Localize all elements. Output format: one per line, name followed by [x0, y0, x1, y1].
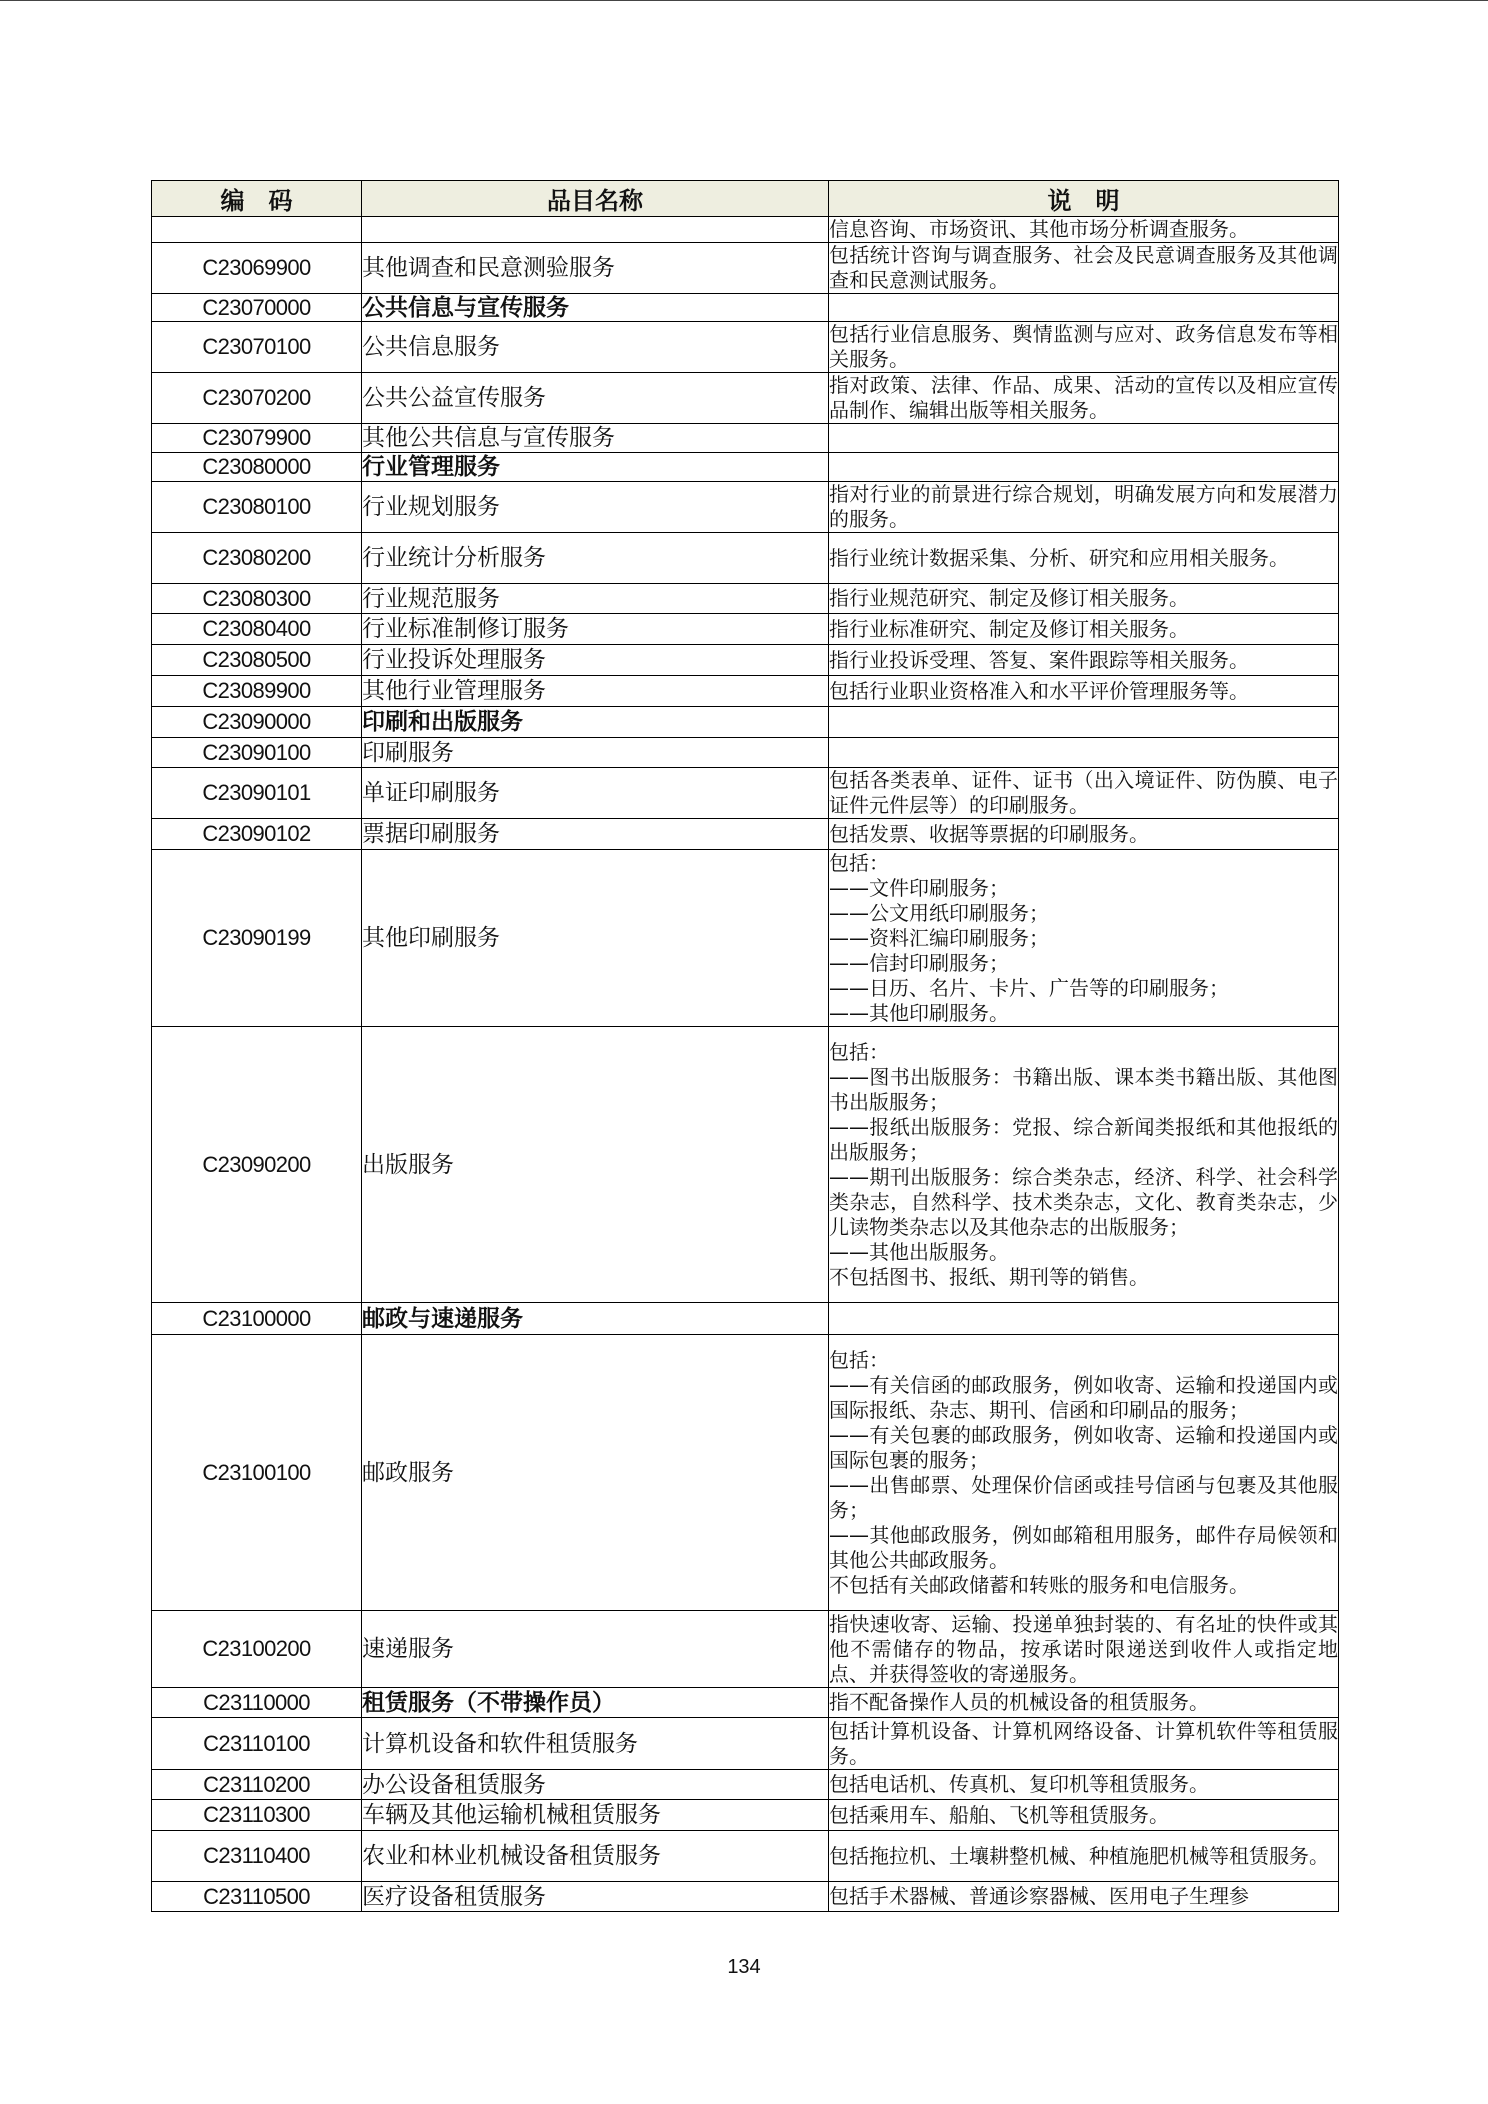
item-name: 其他调查和民意测验服务 [362, 243, 829, 294]
item-description [829, 819, 1339, 850]
item-code: C23080100 [152, 482, 362, 533]
table-row [152, 1882, 1339, 1912]
item-code: C23080300 [152, 584, 362, 614]
description-line: ——其他印刷服务。 [829, 1000, 1009, 1025]
table-row [152, 294, 1339, 322]
item-code: C23100100 [152, 1335, 362, 1611]
item-name: 印刷和出版服务 [362, 707, 829, 738]
description-line: ——出售邮票、处理保价信函或挂号信函与包裹及其他服务； [829, 1472, 1338, 1522]
description-line: 信息咨询、市场资讯、其他市场分析调查服务。 [829, 217, 1249, 241]
item-description [829, 1882, 1339, 1912]
description-line: 指对行业的前景进行综合规划，明确发展方向和发展潜力的服务。 [829, 482, 1338, 531]
description-line: 包括计算机设备、计算机网络设备、计算机软件等租赁服务。 [829, 1718, 1338, 1768]
item-code: C23089900 [152, 676, 362, 707]
table-row [152, 1027, 1339, 1303]
item-code: C23100000 [152, 1303, 362, 1335]
item-name: 车辆及其他运输机械租赁服务 [362, 1800, 829, 1831]
item-name: 公共信息服务 [362, 322, 829, 373]
item-name: 行业标准制修订服务 [362, 614, 829, 645]
table-body [152, 217, 1339, 1912]
page-number: 134 [727, 1956, 761, 1978]
table-row [152, 533, 1339, 584]
item-code: C23090102 [152, 819, 362, 850]
description-line: 包括拖拉机、土壤耕整机械、种植施肥机械等租赁服务。 [829, 1843, 1329, 1868]
item-code: C23070100 [152, 322, 362, 373]
table-row [152, 1770, 1339, 1800]
table-header-row [152, 181, 1339, 217]
top-border-line [0, 0, 1488, 1]
item-code: C23090200 [152, 1027, 362, 1303]
item-description [829, 243, 1339, 294]
description-line: 指行业规范研究、制定及修订相关服务。 [829, 586, 1189, 610]
table-row [152, 768, 1339, 819]
item-name: 出版服务 [362, 1027, 829, 1303]
item-name: 行业投诉处理服务 [362, 645, 829, 676]
description-line: 包括统计咨询与调查服务、社会及民意调查服务及其他调查和民意测试服务。 [829, 243, 1338, 292]
item-code: C23090100 [152, 738, 362, 768]
table-row [152, 217, 1339, 243]
item-name: 计算机设备和软件租赁服务 [362, 1718, 829, 1770]
item-code: C23110100 [152, 1718, 362, 1770]
item-name [362, 217, 829, 243]
description-line: 包括： [829, 850, 889, 875]
description-line: 包括行业信息服务、舆情监测与应对、政务信息发布等相关服务。 [829, 322, 1338, 371]
table-row [152, 373, 1339, 424]
item-name: 行业规范服务 [362, 584, 829, 614]
table-row [152, 1718, 1339, 1770]
header-code: 编 码 [152, 181, 362, 217]
item-name: 印刷服务 [362, 738, 829, 768]
item-description [829, 482, 1339, 533]
table-row [152, 322, 1339, 373]
description-line: ——日历、名片、卡片、广告等的印刷服务； [829, 975, 1229, 1000]
description-line: ——信封印刷服务； [829, 950, 1009, 975]
description-line: 不包括图书、报纸、期刊等的销售。 [829, 1264, 1149, 1289]
item-name: 其他行业管理服务 [362, 676, 829, 707]
item-code: C23070000 [152, 294, 362, 322]
item-description [829, 614, 1339, 645]
item-name: 行业管理服务 [362, 453, 829, 482]
item-name: 医疗设备租赁服务 [362, 1882, 829, 1912]
description-line: 指行业统计数据采集、分析、研究和应用相关服务。 [829, 545, 1289, 570]
description-line: 包括： [829, 1039, 889, 1064]
item-description [829, 676, 1339, 707]
item-description [829, 1027, 1339, 1303]
item-code: C23110200 [152, 1770, 362, 1800]
catalog-table [151, 180, 1339, 1912]
item-description [829, 1770, 1339, 1800]
item-description [829, 768, 1339, 819]
table-row [152, 1831, 1339, 1882]
item-code: C23070200 [152, 373, 362, 424]
table-row [152, 850, 1339, 1027]
description-line: ——其他出版服务。 [829, 1239, 1009, 1264]
item-description [829, 707, 1339, 738]
table-row [152, 584, 1339, 614]
item-description [829, 1831, 1339, 1882]
item-name: 租赁服务（不带操作员） [362, 1688, 829, 1718]
table-row [152, 614, 1339, 645]
description-line: 指对政策、法律、作品、成果、活动的宣传以及相应宣传品制作、编辑出版等相关服务。 [829, 373, 1338, 422]
item-name: 行业规划服务 [362, 482, 829, 533]
description-line: 不包括有关邮政储蓄和转账的服务和电信服务。 [829, 1572, 1249, 1597]
description-line: 包括各类表单、证件、证书（出入境证件、防伪膜、电子证件元件层等）的印刷服务。 [829, 768, 1338, 817]
table-row [152, 1303, 1339, 1335]
item-name: 其他公共信息与宣传服务 [362, 424, 829, 453]
item-code: C23110000 [152, 1688, 362, 1718]
table-row [152, 1688, 1339, 1718]
item-description [829, 373, 1339, 424]
item-code: C23069900 [152, 243, 362, 294]
description-line: 指不配备操作人员的机械设备的租赁服务。 [829, 1690, 1209, 1714]
description-line: ——有关信函的邮政服务，例如收寄、运输和投递国内或国际报纸、杂志、期刊、信函和印刷品的服务； [829, 1372, 1338, 1422]
item-code: C23110300 [152, 1800, 362, 1831]
description-line: ——图书出版服务：书籍出版、课本类书籍出版、其他图书出版服务； [829, 1064, 1338, 1114]
description-line: 包括： [829, 1347, 889, 1372]
item-description [829, 584, 1339, 614]
table-row [152, 243, 1339, 294]
item-description [829, 1800, 1339, 1831]
item-code: C23110400 [152, 1831, 362, 1882]
item-description [829, 738, 1339, 768]
table-row [152, 1611, 1339, 1688]
item-name: 邮政服务 [362, 1335, 829, 1611]
item-name: 速递服务 [362, 1611, 829, 1688]
item-code: C23080200 [152, 533, 362, 584]
item-code: C23090000 [152, 707, 362, 738]
description-line: 包括乘用车、船舶、飞机等租赁服务。 [829, 1802, 1169, 1827]
item-description [829, 850, 1339, 1027]
item-description [829, 1611, 1339, 1688]
item-code: C23090101 [152, 768, 362, 819]
description-line: ——其他邮政服务，例如邮箱租用服务，邮件存局候领和其他公共邮政服务。 [829, 1522, 1338, 1572]
table-row [152, 424, 1339, 453]
item-description [829, 294, 1339, 322]
description-line: 指行业投诉受理、答复、案件跟踪等相关服务。 [829, 647, 1249, 672]
description-line: ——文件印刷服务； [829, 875, 1009, 900]
item-description [829, 1303, 1339, 1335]
description-line: 包括发票、收据等票据的印刷服务。 [829, 821, 1149, 846]
item-name: 票据印刷服务 [362, 819, 829, 850]
table-row [152, 819, 1339, 850]
item-name: 公共信息与宣传服务 [362, 294, 829, 322]
item-description [829, 424, 1339, 453]
description-line: ——公文用纸印刷服务； [829, 900, 1049, 925]
description-line: 指行业标准研究、制定及修订相关服务。 [829, 616, 1189, 641]
table-row [152, 482, 1339, 533]
description-line: ——有关包裹的邮政服务，例如收寄、运输和投递国内或国际包裹的服务； [829, 1422, 1338, 1472]
item-code: C23100200 [152, 1611, 362, 1688]
description-line: 指快速收寄、运输、投递单独封装的、有名址的快件或其他不需储存的物品，按承诺时限递送到收件人或指定地点、并获得签收的寄递服务。 [829, 1611, 1338, 1686]
table-row [152, 1800, 1339, 1831]
description-line: ——报纸出版服务：党报、综合新闻类报纸和其他报纸的出版服务； [829, 1114, 1338, 1164]
description-line: 包括行业职业资格准入和水平评价管理服务等。 [829, 678, 1249, 703]
item-description [829, 453, 1339, 482]
item-description [829, 217, 1339, 243]
item-name: 办公设备租赁服务 [362, 1770, 829, 1800]
item-description [829, 322, 1339, 373]
item-name: 行业统计分析服务 [362, 533, 829, 584]
item-code: C23110500 [152, 1882, 362, 1912]
item-code: C23080500 [152, 645, 362, 676]
item-name: 单证印刷服务 [362, 768, 829, 819]
table-row [152, 738, 1339, 768]
header-name: 品目名称 [362, 181, 829, 217]
table-row [152, 676, 1339, 707]
item-description [829, 1688, 1339, 1718]
description-line: 包括手术器械、普通诊察器械、医用电子生理参 [829, 1884, 1249, 1908]
item-code: C23080000 [152, 453, 362, 482]
item-code: C23079900 [152, 424, 362, 453]
item-name: 农业和林业机械设备租赁服务 [362, 1831, 829, 1882]
item-name: 公共公益宣传服务 [362, 373, 829, 424]
description-line: ——资料汇编印刷服务； [829, 925, 1049, 950]
item-description [829, 645, 1339, 676]
item-name: 邮政与速递服务 [362, 1303, 829, 1335]
description-line: 包括电话机、传真机、复印机等租赁服务。 [829, 1772, 1209, 1796]
table-row [152, 707, 1339, 738]
table-row [152, 645, 1339, 676]
item-description [829, 1335, 1339, 1611]
table-row [152, 1335, 1339, 1611]
item-name: 其他印刷服务 [362, 850, 829, 1027]
item-code: C23080400 [152, 614, 362, 645]
description-line: ——期刊出版服务：综合类杂志，经济、科学、社会科学类杂志，自然科学、技术类杂志，文化、教育类杂志，少儿读物类杂志以及其他杂志的出版服务； [829, 1164, 1338, 1239]
item-code: C23090199 [152, 850, 362, 1027]
header-desc: 说 明 [829, 181, 1339, 217]
item-description [829, 1718, 1339, 1770]
table-row [152, 453, 1339, 482]
item-code [152, 217, 362, 243]
item-description [829, 533, 1339, 584]
